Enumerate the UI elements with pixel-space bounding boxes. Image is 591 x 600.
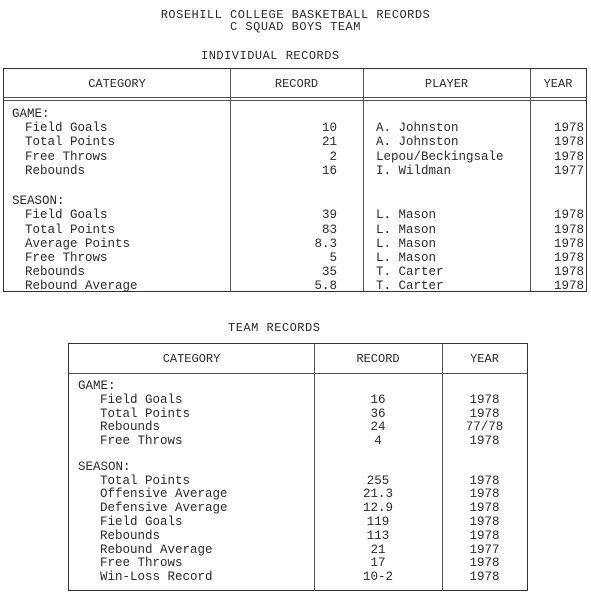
- category-cell: Free Throws: [100, 434, 183, 449]
- individual-records-heading: INDIVIDUAL RECORDS: [201, 49, 340, 63]
- table-row: [4, 251, 586, 265]
- document-subtitle: C SQUAD BOYS TEAM: [230, 20, 361, 34]
- record-cell: 10: [321, 121, 337, 136]
- table-row: [4, 121, 586, 135]
- year-cell: 77/78: [465, 420, 504, 435]
- year-cell: 1978: [469, 501, 500, 516]
- column-header-player: PLAYER: [424, 77, 469, 91]
- year-cell: 1978: [469, 487, 500, 502]
- column-header-category: CATEGORY: [88, 77, 146, 91]
- record-cell: 16: [370, 392, 386, 407]
- record-cell: 8.3: [314, 236, 337, 251]
- table-row: [69, 529, 527, 543]
- individual-records-table: [3, 68, 587, 292]
- category-cell: Free Throws: [100, 556, 183, 571]
- category-cell: Total Points: [25, 222, 116, 237]
- year-cell: 1977: [553, 163, 584, 178]
- table-row: [69, 501, 527, 515]
- document-title: ROSEHILL COLLEGE BASKETBALL RECORDS: [160, 8, 431, 22]
- category-cell: Average Points: [25, 236, 131, 251]
- section-label-season: SEASON:: [12, 194, 65, 209]
- table-row: [69, 420, 527, 434]
- table-row: [69, 474, 527, 488]
- record-cell: 35: [321, 265, 337, 280]
- record-cell: 2: [329, 149, 337, 164]
- record-cell: 17: [370, 556, 386, 571]
- player-cell: L. Mason: [376, 251, 437, 265]
- column-header-record: RECORD: [356, 352, 400, 366]
- category-cell: Total Points: [25, 135, 116, 150]
- section-label-season: SEASON:: [78, 459, 131, 474]
- category-cell: Field Goals: [25, 121, 108, 136]
- year-cell: 1978: [553, 149, 584, 164]
- year-cell: 1978: [469, 556, 500, 571]
- team-records-heading: TEAM RECORDS: [228, 321, 321, 335]
- record-cell: 5: [329, 251, 337, 265]
- year-cell: 1978: [469, 434, 500, 449]
- table-row: [4, 164, 586, 178]
- table-row: [69, 570, 527, 584]
- category-cell: Field Goals: [25, 208, 108, 223]
- record-cell: 83: [321, 222, 337, 237]
- table-row: [4, 107, 586, 121]
- category-cell: Rebounds: [25, 265, 86, 280]
- table-row: [69, 487, 527, 501]
- player-cell: Lepou/Beckingsale: [376, 149, 504, 164]
- player-cell: L. Mason: [376, 236, 437, 251]
- record-cell: 5.8: [314, 279, 337, 294]
- player-cell: I. Wildman: [376, 163, 452, 178]
- record-cell: 21: [321, 135, 337, 150]
- year-cell: 1978: [469, 392, 500, 407]
- record-cell: 21: [370, 542, 386, 557]
- player-cell: A. Johnston: [376, 121, 459, 136]
- table-row: [4, 135, 586, 149]
- record-cell: 24: [370, 420, 386, 435]
- record-cell: 113: [366, 528, 390, 543]
- table-row: [4, 150, 586, 164]
- record-cell: 16: [321, 163, 337, 178]
- category-cell: Rebounds: [100, 528, 161, 543]
- year-cell: 1978: [469, 570, 500, 585]
- category-cell: Field Goals: [100, 392, 183, 407]
- record-cell: 119: [366, 515, 390, 529]
- category-cell: Total Points: [100, 473, 191, 488]
- table-row: [69, 515, 527, 529]
- category-cell: Win-Loss Record: [100, 570, 213, 585]
- year-cell: 1978: [553, 265, 584, 280]
- table-row: [69, 393, 527, 407]
- table-row: [4, 237, 586, 251]
- table-row: [4, 223, 586, 237]
- year-cell: 1978: [469, 473, 500, 488]
- record-cell: 21.3: [362, 487, 393, 502]
- table-row: [4, 279, 586, 293]
- player-cell: L. Mason: [376, 208, 437, 223]
- column-header-year: YEAR: [470, 352, 499, 366]
- table-row: [69, 407, 527, 421]
- table-row: [4, 265, 586, 279]
- year-cell: 1978: [553, 222, 584, 237]
- player-cell: A. Johnston: [376, 135, 459, 150]
- team-records-table: [68, 343, 528, 591]
- year-cell: 1977: [469, 542, 500, 557]
- category-cell: Rebound Average: [100, 542, 213, 557]
- category-cell: Rebound Average: [25, 279, 138, 294]
- record-cell: 255: [366, 473, 390, 488]
- category-cell: Defensive Average: [100, 501, 228, 516]
- player-cell: L. Mason: [376, 222, 437, 237]
- category-cell: Total Points: [100, 406, 191, 421]
- section-label-game: GAME:: [78, 379, 116, 393]
- player-cell: T. Carter: [376, 265, 444, 280]
- year-cell: 1978: [553, 135, 584, 150]
- category-cell: Free Throws: [25, 149, 108, 164]
- column-header-record: RECORD: [274, 77, 319, 91]
- year-cell: 1978: [553, 251, 584, 265]
- category-cell: Offensive Average: [100, 487, 228, 502]
- year-cell: 1978: [469, 515, 500, 529]
- column-header-year: YEAR: [543, 77, 573, 91]
- table-row: [69, 460, 527, 474]
- record-cell: 4: [374, 434, 382, 449]
- table-row: [69, 379, 527, 393]
- category-cell: Rebounds: [100, 420, 161, 435]
- record-cell: 10-2: [362, 570, 393, 585]
- record-cell: 12.9: [362, 501, 393, 516]
- column-header-category: CATEGORY: [162, 352, 221, 366]
- table-row: [4, 208, 586, 222]
- table-row: [69, 543, 527, 557]
- year-cell: 1978: [553, 236, 584, 251]
- record-cell: 36: [370, 406, 386, 421]
- record-cell: 39: [321, 208, 337, 223]
- table-row: [4, 194, 586, 208]
- year-cell: 1978: [553, 279, 584, 294]
- category-cell: Rebounds: [25, 163, 86, 178]
- category-cell: Field Goals: [100, 515, 183, 529]
- year-cell: 1978: [469, 528, 500, 543]
- year-cell: 1978: [469, 406, 500, 421]
- section-label-game: GAME:: [12, 107, 50, 121]
- table-row: [69, 434, 527, 448]
- player-cell: T. Carter: [376, 279, 444, 294]
- year-cell: 1978: [553, 121, 584, 136]
- year-cell: 1978: [553, 208, 584, 223]
- category-cell: Free Throws: [25, 251, 108, 265]
- table-row: [69, 556, 527, 570]
